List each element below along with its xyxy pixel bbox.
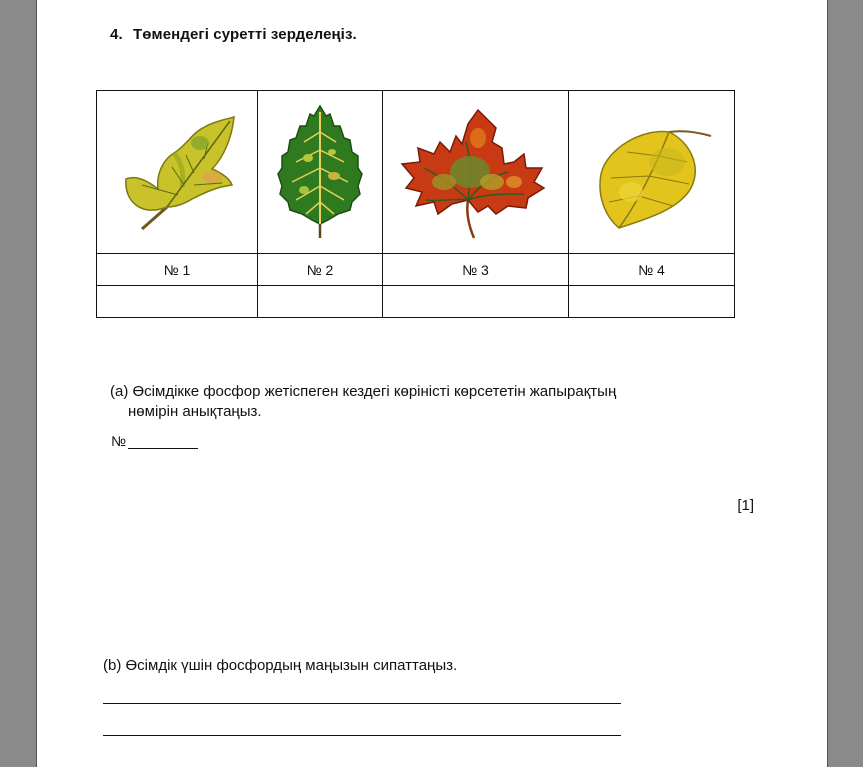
answer-blank[interactable] [128, 434, 198, 449]
answer-line-2[interactable] [103, 735, 621, 736]
leaf-cell-3 [383, 91, 569, 254]
leaf-label-4: № 4 [569, 254, 735, 286]
part-a-line-1: (a) Өсімдікке фосфор жетіспеген кездегі көріністі көрсететін жапырақтың [110, 383, 617, 400]
answer-line-1[interactable] [103, 703, 621, 704]
leaf-label-2: № 2 [258, 254, 383, 286]
leaf-cell-2 [258, 91, 383, 254]
question-text: Төмендегі суретті зерделеңіз. [133, 26, 357, 43]
maple-red-leaf-icon [383, 102, 568, 242]
serrated-green-leaf-icon [258, 102, 382, 242]
mark-label: [1] [737, 497, 754, 514]
lobed-yellow-leaf-icon [97, 107, 257, 237]
leaf-label-3: № 3 [383, 254, 569, 286]
part-a-answer [111, 433, 198, 449]
leaf-image-row [97, 91, 735, 254]
part-a-line-2: нөмірін анықтаңыз. [128, 403, 262, 420]
round-yellow-leaf-icon [569, 112, 734, 232]
leaf-label-1: № 1 [97, 254, 258, 286]
leaf-label-row [97, 254, 735, 286]
leaf-cell-4 [569, 91, 735, 254]
leaf-cell-1 [97, 91, 258, 254]
part-a-question [110, 382, 710, 422]
answer-prefix: № [111, 433, 127, 449]
answer-cell-1[interactable] [97, 286, 258, 318]
part-b-question: (b) Өсімдік үшін фосфордың маңызын сипаттаңыз. [103, 657, 458, 674]
question-number: 4. [110, 26, 123, 43]
worksheet-page [36, 0, 828, 767]
question-title [110, 26, 357, 43]
answer-cell-3[interactable] [383, 286, 569, 318]
leaf-table [96, 90, 735, 318]
answer-cell-4[interactable] [569, 286, 735, 318]
answer-cell-2[interactable] [258, 286, 383, 318]
answer-row [97, 286, 735, 318]
